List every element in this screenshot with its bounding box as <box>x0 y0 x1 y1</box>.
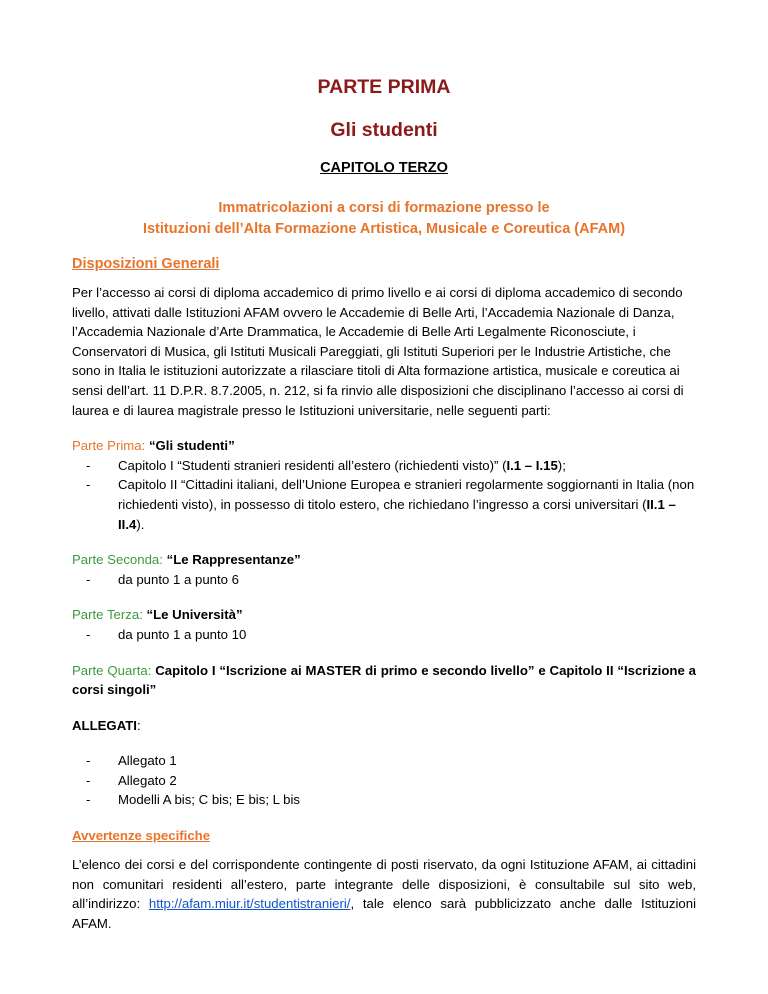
chapter-subtitle <box>72 198 696 240</box>
subtitle-line-2: Istituzioni dell’Alta Formazione Artistica, Musicale e Coreutica (AFAM) <box>142 221 626 237</box>
part-seconda-list <box>72 570 696 590</box>
part-quarta-label: Parte Quarta: <box>72 662 152 678</box>
dash-marker: - <box>86 753 91 769</box>
part-terza-title: “Le Università” <box>146 607 243 623</box>
dash-marker: - <box>86 626 91 642</box>
general-intro: Per l’accesso ai corsi di diploma accademico di primo livello e ai corsi di diploma accademico di secondo livello, attivati dalle Istituzioni AFAM ovvero le Accademie di Belle Arti, l’Accademia Nazionale di Danza, l’Accademia Nazionale d’Arte Drammatica, le Accademie di Belle Arti Legalmente Riconosciute, i Conservatori di Musica, gli Istituti Musicali Pareggiati, gli Istituti Superiori per le Industrie Artistiche, che sono in Italia le istituzioni autorizzate a rilasciare titoli di Alta formazione artistica, musicale e coreutica ai sensi dell’art. 11 D.P.R. 8.7.2005, n. 212, si fa rinvio alle disposizioni che disciplinano l’accesso ai corsi di laurea e di laurea magistrale presso le Istituzioni universitarie, nelle seguenti parti: <box>72 285 684 418</box>
part-seconda-title: “Le Rappresentanze” <box>166 552 301 568</box>
afam-link[interactable]: http://afam.miur.it/studentistranieri/ <box>148 896 351 912</box>
list-item <box>72 570 696 590</box>
list-item-text: Allegato 1 <box>118 753 177 769</box>
list-item-text: da punto 1 a punto 6 <box>118 571 239 587</box>
subtitle-line-1: Immatricolazioni a corsi di formazione presso le <box>218 200 550 216</box>
avvertenze-text-before: L’elenco dei corsi e del corrispondente contingente di posti riservato, da ogni Istituzione AFAM, ai cittadini non comunitari residenti all’estero, parte integrante delle disposizioni, è consultabile sul sito web, all’indirizzo: <box>72 857 696 912</box>
part-seconda-header <box>72 550 696 570</box>
list-item-text: Allegato 2 <box>118 772 177 788</box>
allegati-list <box>72 751 696 810</box>
part-prima-label: Parte Prima <box>72 438 142 454</box>
part-prima-sep: : <box>141 438 149 454</box>
chapter-title: CAPITOLO TERZO <box>320 160 448 176</box>
dash-marker: - <box>86 477 91 493</box>
dash-marker: - <box>86 457 91 473</box>
list-item-ref: I.1 – I.15 <box>506 457 558 473</box>
part-prima-list <box>72 456 696 534</box>
part-terza <box>72 605 696 644</box>
list-item-text: da punto 1 a punto 10 <box>118 626 247 642</box>
general-heading: Disposizioni Generali <box>72 256 220 272</box>
allegati-label: ALLEGATI <box>72 717 137 733</box>
dash-marker: - <box>86 772 91 788</box>
part-prima <box>72 436 696 534</box>
list-item-text: Modelli A bis; C bis; E bis; L bis <box>118 792 301 808</box>
list-item <box>72 475 696 534</box>
part-terza-header <box>72 605 696 625</box>
list-item-tail: ). <box>136 516 145 532</box>
part-terza-list <box>72 625 696 645</box>
list-item <box>72 751 696 771</box>
dash-marker: - <box>86 792 91 808</box>
allegati-colon: : <box>136 717 141 733</box>
part-seconda-label: Parte Seconda: <box>72 552 163 568</box>
list-item <box>72 790 696 810</box>
allegati-section <box>72 751 696 810</box>
section-title: Gli studenti <box>330 119 438 141</box>
part-title: PARTE PRIMA <box>317 76 451 98</box>
list-item <box>72 625 696 645</box>
list-item <box>72 456 696 476</box>
part-prima-header <box>72 436 696 456</box>
avvertenze-heading: Avvertenze specifiche <box>72 828 211 844</box>
list-item-text: Capitolo I “Studenti stranieri residenti all’estero (richiedenti visto)” ( <box>118 457 507 473</box>
part-quarta <box>72 661 696 700</box>
avvertenze-text <box>72 855 696 933</box>
dash-marker: - <box>86 571 91 587</box>
list-item-tail: ); <box>557 457 566 473</box>
list-item <box>72 771 696 791</box>
part-quarta-title: Capitolo I “Iscrizione ai MASTER di primo e secondo livello” e Capitolo II “Iscrizione a corsi singoli” <box>72 662 696 698</box>
avvertenze-text-after: , tale elenco sarà pubblicizzato anche dalle Istituzioni AFAM. <box>72 896 696 931</box>
part-seconda <box>72 550 696 589</box>
part-terza-label: Parte Terza: <box>72 607 143 623</box>
list-item-text: Capitolo II “Cittadini italiani, dell’Unione Europea e stranieri regolarmente soggiornanti in Italia (non richiedenti visto), in possesso di titolo estero, che richiedano l’ingresso a corsi universitari ( <box>118 477 695 512</box>
allegati-header <box>72 716 696 736</box>
part-prima-title: “Gli studenti” <box>148 438 235 454</box>
list-item-ref: II.1 – II.4 <box>118 496 676 532</box>
